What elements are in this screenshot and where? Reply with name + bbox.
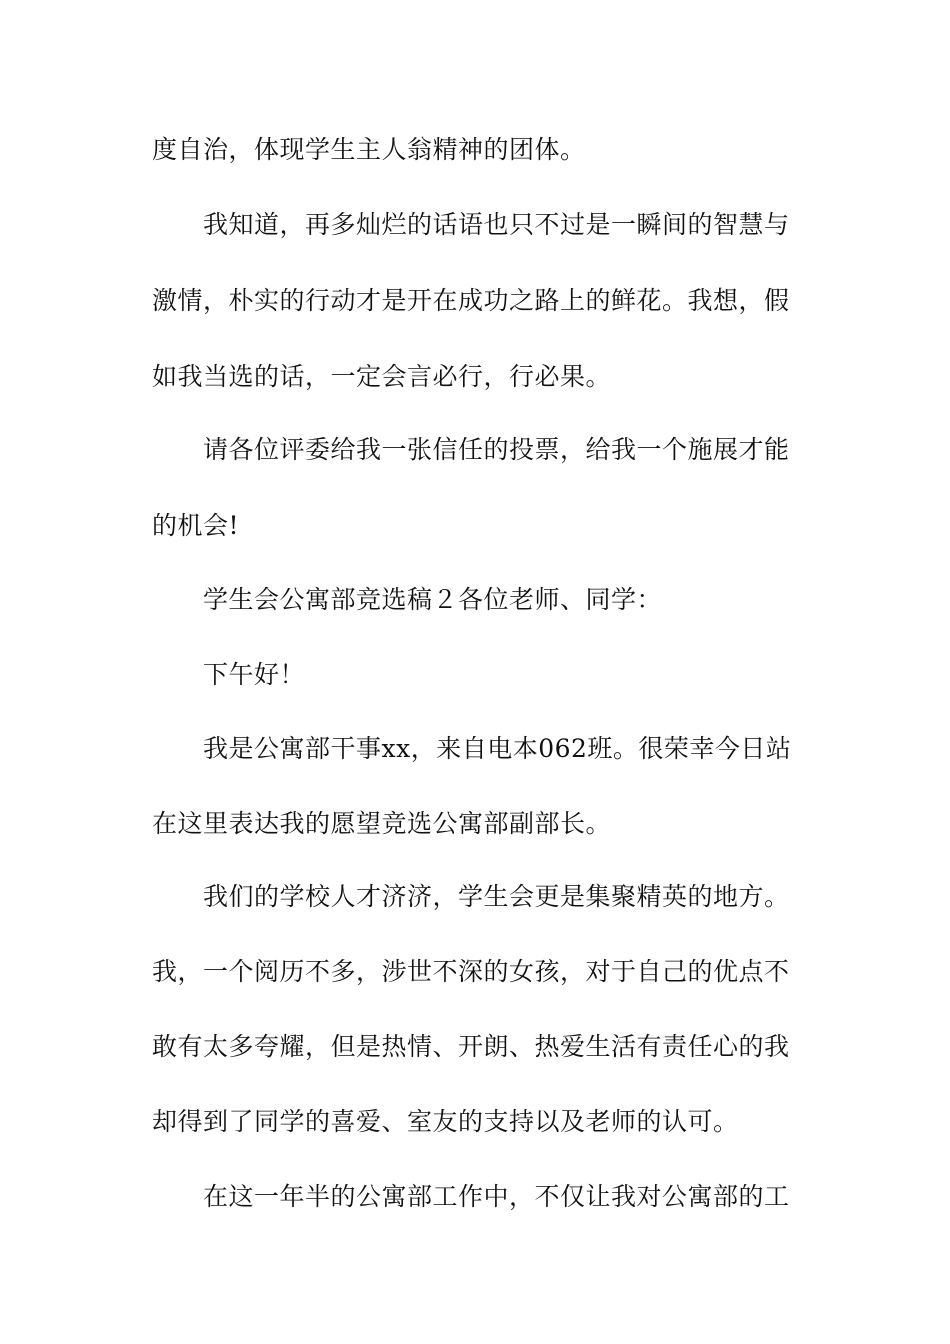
text-line: 学生会公寓部竞选稿２各位老师、同学： (203, 585, 663, 614)
text-line: 我知道，再多灿烂的话语也只不过是一瞬间的智慧与 (203, 210, 790, 239)
text-line: 如我当选的话，一定会言必行，行必果。 (152, 362, 612, 391)
text-line: 在这里表达我的愿望竞选公寓部副部长。 (152, 809, 612, 838)
text-line: 下午好！ (203, 660, 306, 689)
text-line: 我，一个阅历不多，涉世不深的女孩，对于自己的优点不 (152, 957, 790, 986)
text-line: 度自治，体现学生主人翁精神的团体。 (152, 135, 586, 164)
text-line: 请各位评委给我一张信任的投票，给我一个施展才能 (203, 435, 790, 464)
text-line: 激情，朴实的行动才是开在成功之路上的鲜花。我想，假 (152, 286, 790, 315)
text-line: 敢有太多夸耀，但是热情、开朗、热爱生活有责任心的我 (152, 1032, 790, 1061)
text-line: 却得到了同学的喜爱、室友的支持以及老师的认可。 (152, 1107, 739, 1136)
text-line: 的机会! (152, 511, 240, 540)
text-line: 我们的学校人才济济，学生会更是集聚精英的地方。 (203, 882, 790, 911)
text-line: 在这一年半的公寓部工作中，不仅让我对公寓部的工 (203, 1182, 790, 1211)
text-line: 我是公寓部干事xx，来自电本062班。很荣幸今日站 (203, 734, 792, 763)
